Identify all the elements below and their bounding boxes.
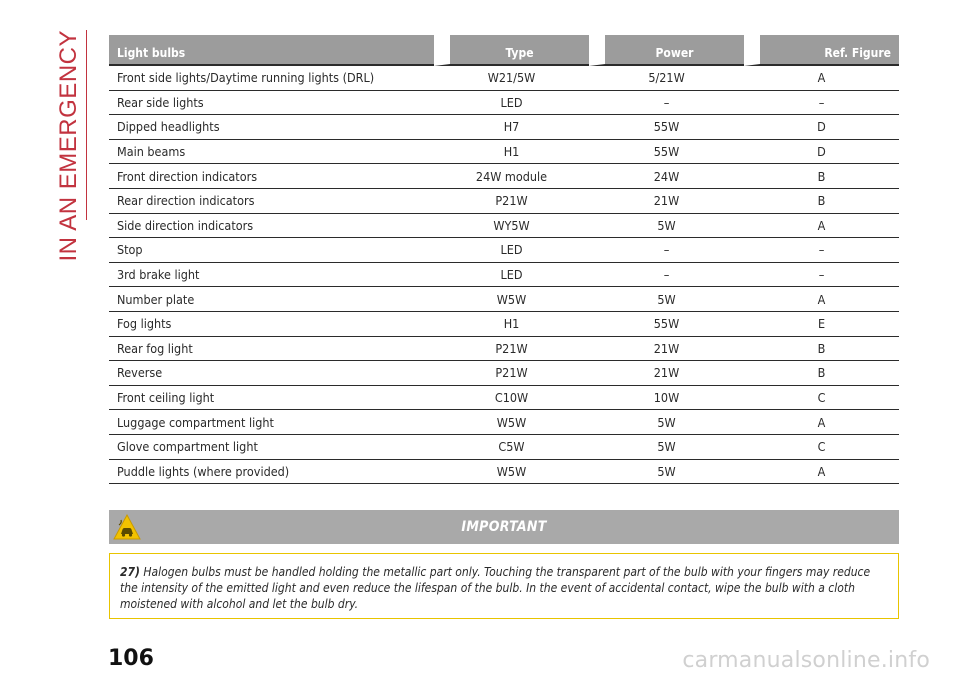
- cell-light-bulb: Side direction indicators: [109, 214, 434, 239]
- table-row: [109, 140, 899, 165]
- cell-light-bulb: Puddle lights (where provided): [109, 460, 434, 485]
- cell-power: 24W: [589, 164, 744, 189]
- cell-type: WY5W: [434, 214, 589, 239]
- cell-power: 55W: [589, 140, 744, 165]
- cell-ref-figure: C: [744, 386, 899, 411]
- cell-ref-figure: B: [744, 164, 899, 189]
- cell-type: LED: [434, 91, 589, 116]
- cell-light-bulb: Front ceiling light: [109, 386, 434, 411]
- header-type: Type: [434, 35, 589, 66]
- note-reference: 27): [120, 565, 140, 579]
- cell-light-bulb: Front side lights/Daytime running lights (DRL): [109, 66, 434, 91]
- cell-light-bulb: Rear fog light: [109, 337, 434, 362]
- cell-light-bulb: Glove compartment light: [109, 435, 434, 460]
- cell-ref-figure: E: [744, 312, 899, 337]
- cell-type: H7: [434, 115, 589, 140]
- cell-power: 10W: [589, 386, 744, 411]
- important-note: [109, 553, 899, 619]
- cell-ref-figure: B: [744, 337, 899, 362]
- cell-type: C5W: [434, 435, 589, 460]
- cell-light-bulb: Fog lights: [109, 312, 434, 337]
- cell-type: W5W: [434, 410, 589, 435]
- table-row: [109, 164, 899, 189]
- section-side-title: [52, 30, 86, 262]
- note-text: Halogen bulbs must be handled holding the metallic part only. Touching the transparent part of the bulb with your fingers may reduce the intensity of the emitted light and even reduce the lifespan of the bulb. In the event of accidental contact, wipe the bulb with a cloth moistened with alcohol and let the bulb dry.: [120, 565, 871, 611]
- cell-ref-figure: A: [744, 66, 899, 91]
- cell-power: 5W: [589, 287, 744, 312]
- table-row: [109, 91, 899, 116]
- cell-ref-figure: –: [744, 238, 899, 263]
- cell-type: LED: [434, 238, 589, 263]
- header-light-bulbs: Light bulbs: [109, 35, 434, 66]
- table-row: [109, 238, 899, 263]
- table-row: [109, 214, 899, 239]
- cell-type: P21W: [434, 337, 589, 362]
- important-title: IMPORTANT: [461, 519, 547, 535]
- cell-power: –: [589, 91, 744, 116]
- cell-power: 21W: [589, 361, 744, 386]
- table-row: [109, 287, 899, 312]
- section-title-text: IN AN EMERGENCY: [55, 30, 82, 262]
- page-number: 106: [108, 646, 154, 671]
- table-header-row: [109, 35, 899, 66]
- cell-light-bulb: Front direction indicators: [109, 164, 434, 189]
- table-row: [109, 337, 899, 362]
- table-row: [109, 312, 899, 337]
- cell-power: 21W: [589, 189, 744, 214]
- cell-type: LED: [434, 263, 589, 288]
- cell-light-bulb: Luggage compartment light: [109, 410, 434, 435]
- cell-power: 21W: [589, 337, 744, 362]
- cell-power: 55W: [589, 312, 744, 337]
- cell-light-bulb: Dipped headlights: [109, 115, 434, 140]
- cell-type: 24W module: [434, 164, 589, 189]
- cell-power: 5W: [589, 435, 744, 460]
- cell-type: W5W: [434, 460, 589, 485]
- important-banner: [109, 510, 899, 544]
- cell-ref-figure: –: [744, 91, 899, 116]
- cell-type: W5W: [434, 287, 589, 312]
- table-row: [109, 386, 899, 411]
- table-row: [109, 410, 899, 435]
- cell-power: –: [589, 238, 744, 263]
- table-row: [109, 66, 899, 91]
- cell-power: 5W: [589, 410, 744, 435]
- cell-light-bulb: Reverse: [109, 361, 434, 386]
- cell-ref-figure: D: [744, 140, 899, 165]
- cell-ref-figure: D: [744, 115, 899, 140]
- cell-power: 5W: [589, 460, 744, 485]
- cell-power: 5W: [589, 214, 744, 239]
- cell-power: 55W: [589, 115, 744, 140]
- bulb-table: [109, 35, 899, 484]
- cell-ref-figure: A: [744, 410, 899, 435]
- watermark: carmanualsonline.info: [682, 648, 930, 673]
- warning-car-icon: [113, 513, 141, 541]
- table-row: [109, 460, 899, 485]
- table-row: [109, 115, 899, 140]
- cell-type: H1: [434, 312, 589, 337]
- table-row: [109, 263, 899, 288]
- cell-type: W21/5W: [434, 66, 589, 91]
- cell-light-bulb: Number plate: [109, 287, 434, 312]
- cell-type: H1: [434, 140, 589, 165]
- cell-light-bulb: Rear side lights: [109, 91, 434, 116]
- cell-ref-figure: B: [744, 189, 899, 214]
- cell-ref-figure: A: [744, 460, 899, 485]
- cell-ref-figure: –: [744, 263, 899, 288]
- table-row: [109, 189, 899, 214]
- cell-light-bulb: Stop: [109, 238, 434, 263]
- cell-type: P21W: [434, 189, 589, 214]
- cell-light-bulb: Rear direction indicators: [109, 189, 434, 214]
- cell-ref-figure: A: [744, 287, 899, 312]
- table-row: [109, 361, 899, 386]
- cell-ref-figure: A: [744, 214, 899, 239]
- cell-ref-figure: B: [744, 361, 899, 386]
- cell-type: P21W: [434, 361, 589, 386]
- table-row: [109, 435, 899, 460]
- cell-power: 5/21W: [589, 66, 744, 91]
- cell-light-bulb: Main beams: [109, 140, 434, 165]
- cell-power: –: [589, 263, 744, 288]
- section-divider: [86, 30, 87, 220]
- header-power: Power: [589, 35, 744, 66]
- cell-light-bulb: 3rd brake light: [109, 263, 434, 288]
- header-ref-figure: Ref. Figure: [744, 35, 899, 66]
- cell-ref-figure: C: [744, 435, 899, 460]
- table-body: [109, 66, 899, 484]
- cell-type: C10W: [434, 386, 589, 411]
